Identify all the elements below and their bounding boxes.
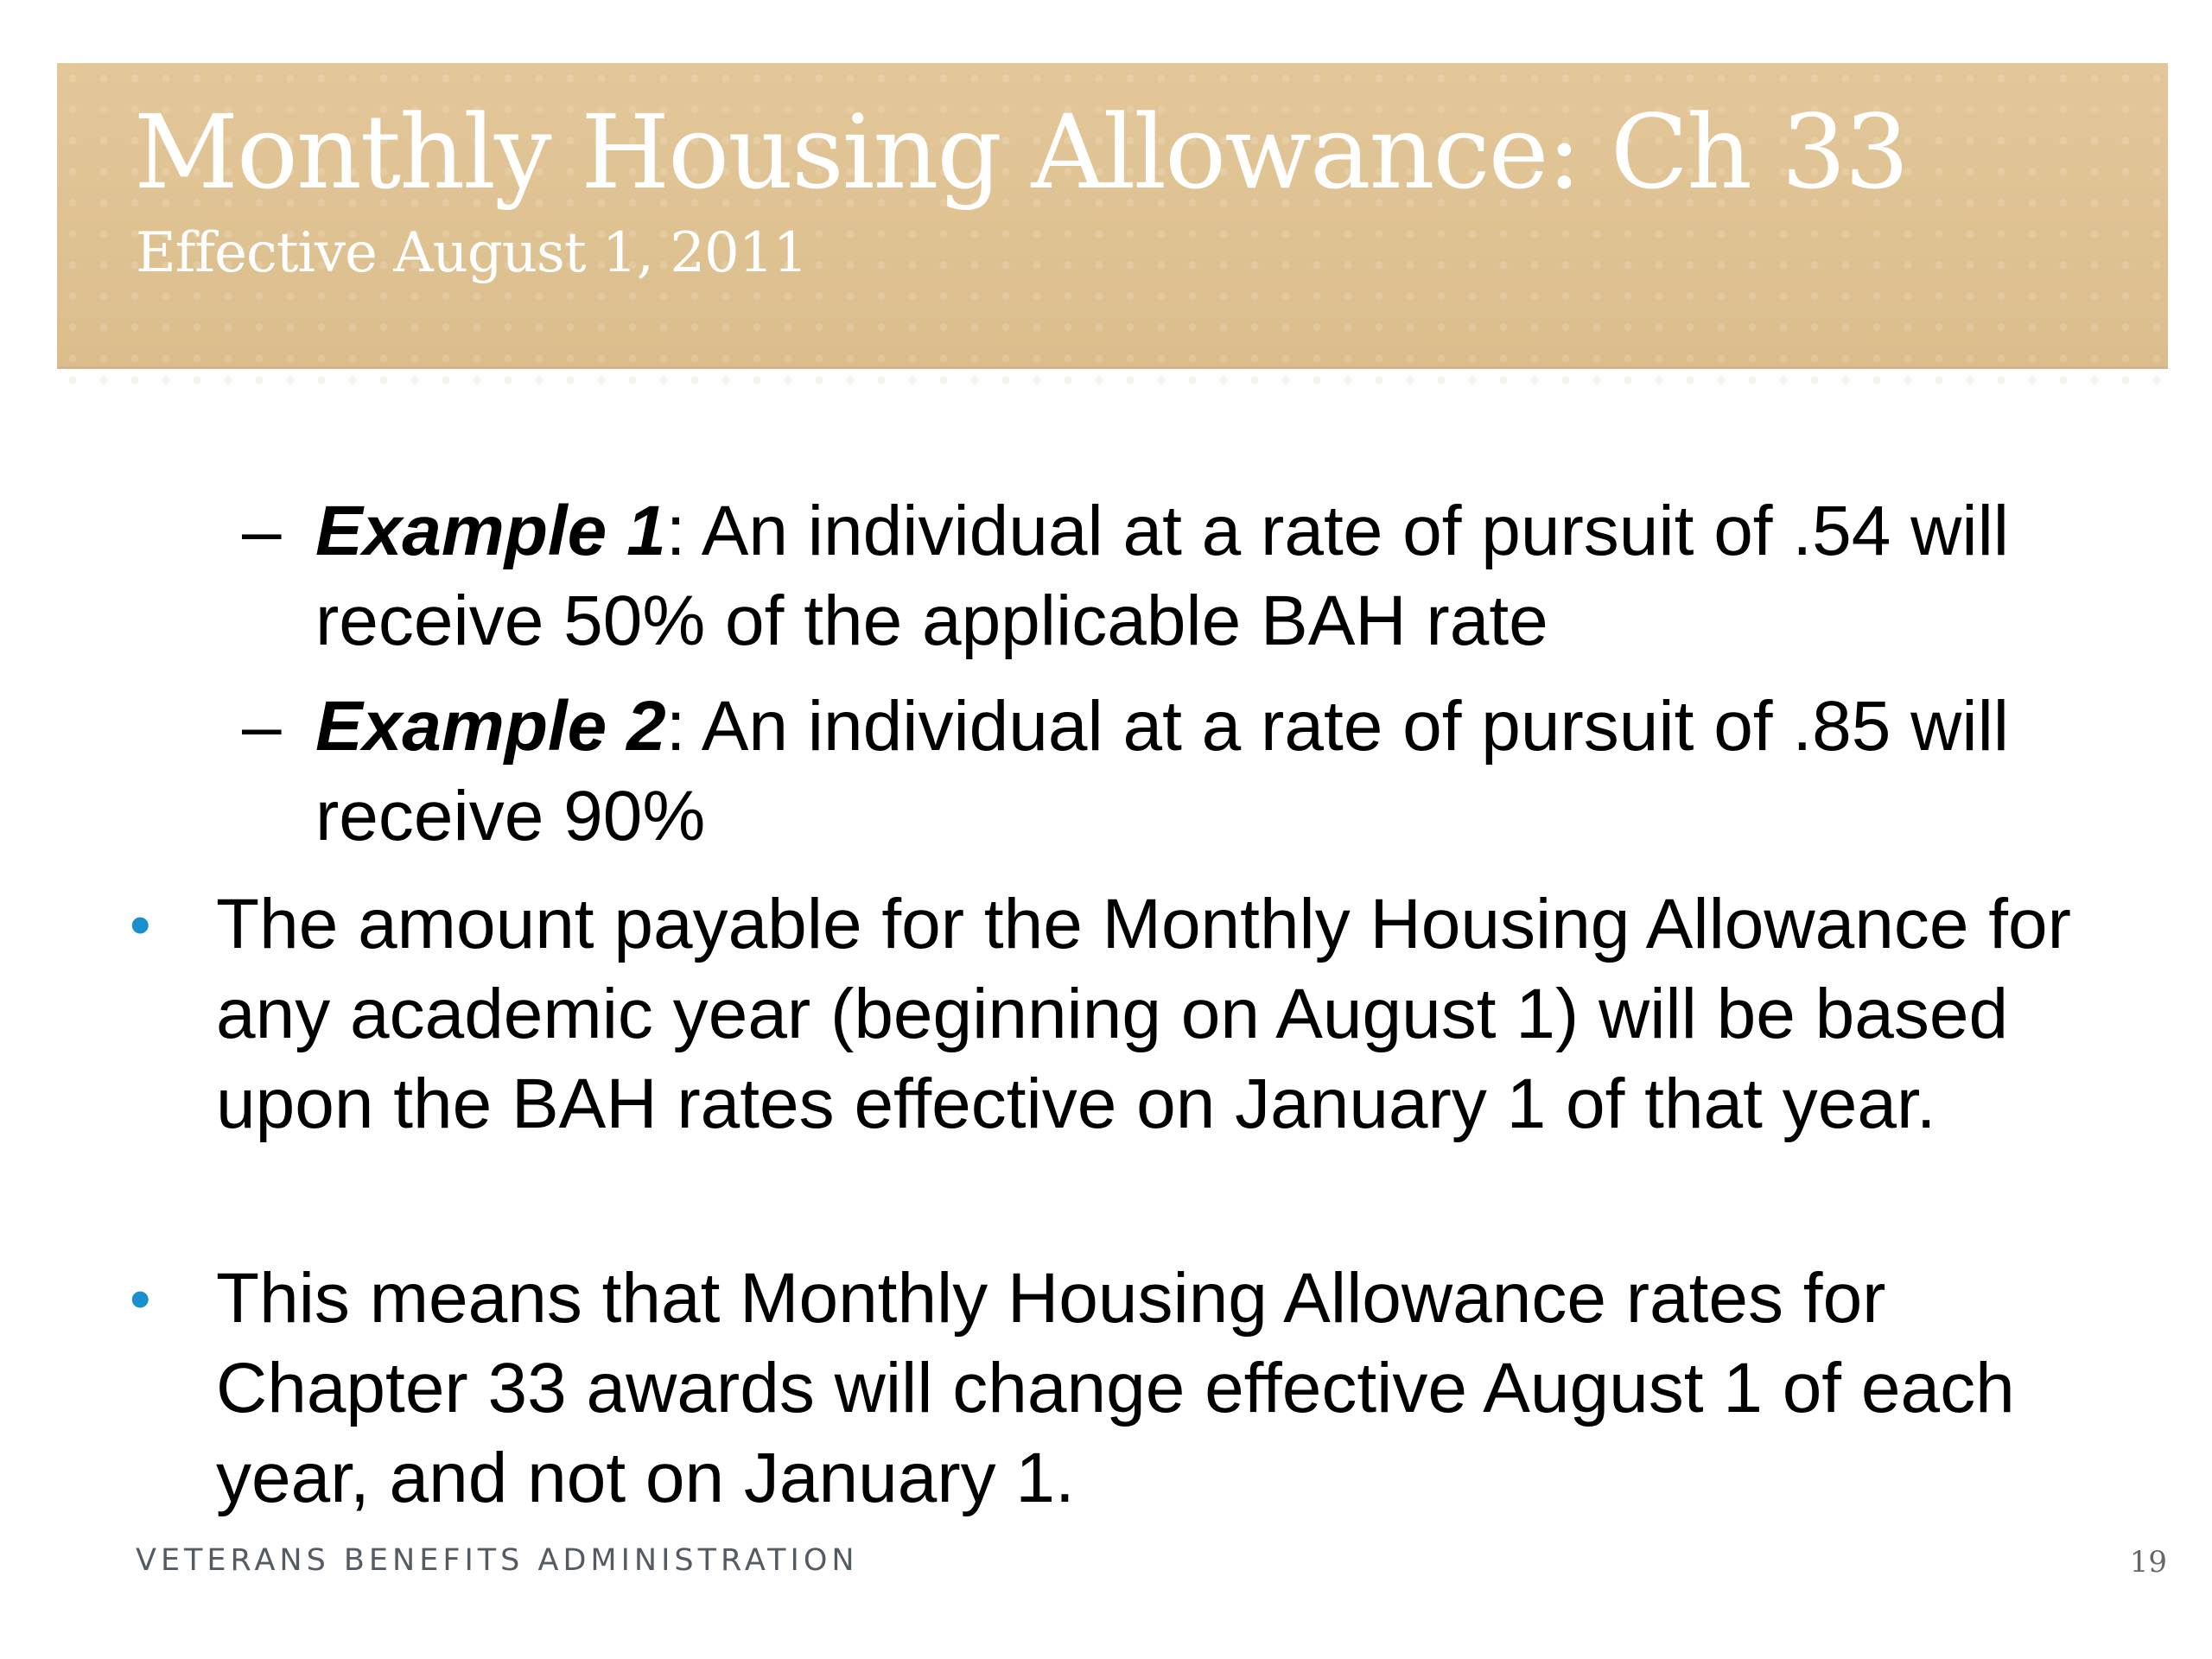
example-label: Example 1 bbox=[315, 492, 666, 570]
footer-organization: VETERANS BENEFITS ADMINISTRATION bbox=[136, 1543, 859, 1578]
bullet-text: This means that Monthly Housing Allowance rates for Chapter 33 awards will change effective August 1 of each year, and not on January 1. bbox=[216, 1259, 2015, 1517]
example-1-item bbox=[242, 486, 2100, 666]
example-text: : An individual at a rate of pursuit of .54 will receive 50% of the applicable BAH rate bbox=[315, 492, 2010, 660]
bullet-dot-icon: • bbox=[130, 1265, 151, 1332]
bullet-item-1 bbox=[130, 880, 2104, 1149]
bullet-dot-icon: • bbox=[130, 891, 151, 958]
dash-marker: – bbox=[242, 687, 282, 766]
banner-star-pattern bbox=[57, 368, 2168, 392]
dash-marker: – bbox=[242, 492, 282, 570]
example-2-item bbox=[242, 682, 2100, 861]
example-label: Example 2 bbox=[315, 687, 666, 766]
slide-title: Monthly Housing Allowance: Ch 33 bbox=[134, 92, 1908, 212]
example-text: : An individual at a rate of pursuit of .85 will receive 90% bbox=[315, 687, 2010, 855]
bullet-text: The amount payable for the Monthly Housing Allowance for any academic year (beginning on August 1) will be based upon the BAH rates effective on January 1 of that year. bbox=[216, 885, 2071, 1143]
page-number: 19 bbox=[2129, 1545, 2167, 1580]
slide-subtitle: Effective August 1, 2011 bbox=[136, 221, 808, 285]
bullet-item-2 bbox=[130, 1254, 2104, 1523]
